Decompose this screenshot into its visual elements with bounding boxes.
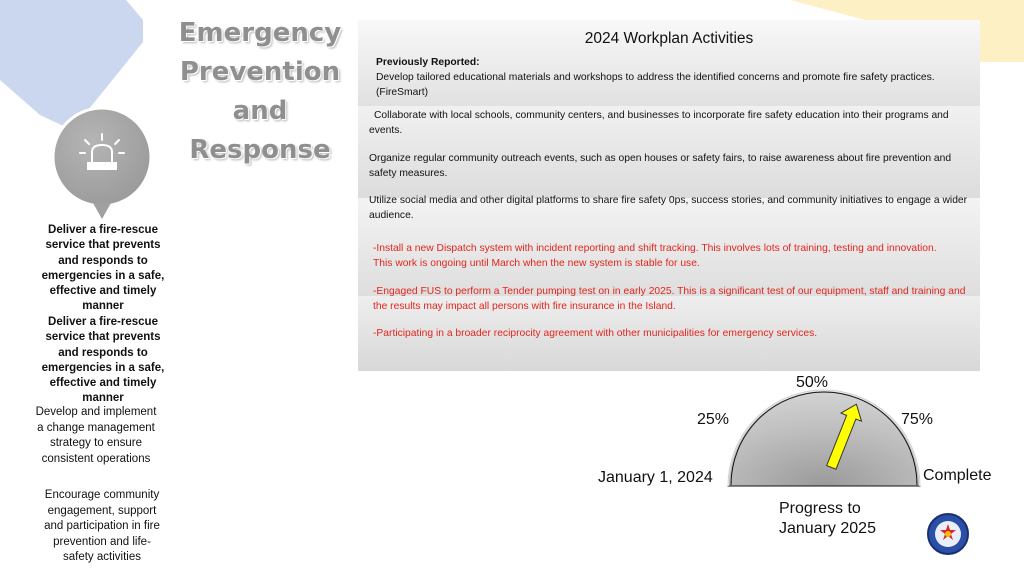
workplan-update: -Install a new Dispatch system with incident reporting and shift tracking. This involves lots of training, testing and innovation. This work is ongoing until March when the new system is stable for use. — [373, 243, 937, 269]
strategic-goal: Deliver a fire-rescue service that prevents and responds to emergencies in a safe, effective and timely manner — [41, 316, 165, 405]
strategic-goal: Encourage community engagement, support and participation in fire prevention and life-safety activities — [44, 489, 160, 563]
gauge-label-75: 75% — [901, 411, 934, 428]
siren-badge — [49, 107, 159, 222]
workplan-item: Develop tailored educational materials and workshops to address the identified concerns and promote fire safety practices. (FireSmart) — [376, 72, 935, 98]
section-title-line: and Response — [189, 96, 331, 165]
gauge-caption-line: Progress to — [779, 500, 861, 517]
section-title-line: Prevention — [179, 57, 341, 87]
fire-department-logo — [926, 512, 970, 556]
workplan-update: -Engaged FUS to perform a Tender pumping test on in early 2025. This is a significant test of our equipment, staff and training and the results may impact all persons with fire insurance in the Island. — [373, 286, 966, 312]
gauge-caption-line: January 2025 — [779, 520, 876, 537]
gauge-label-25: 25% — [697, 411, 730, 428]
section-title-line: Emergency — [178, 18, 342, 48]
workplan-update: -Participating in a broader reciprocity agreement with other municipalities for emergency services. — [373, 328, 818, 339]
progress-gauge — [722, 388, 926, 490]
gauge-label-start: January 1, 2024 — [598, 469, 713, 486]
workplan-item: Collaborate with local schools, community centers, and businesses to incorporate fire safety education into their programs and events. — [369, 110, 949, 136]
workplan-item: Utilize social media and other digital platforms to share fire safety 0ps, success stories, and community initiatives to engage a wider audience. — [369, 195, 968, 221]
workplan-title: 2024 Workplan Activities — [584, 30, 754, 47]
workplan-item: Organize regular community outreach events, such as open houses or safety fairs, to raise awareness about fire prevention and safety measures. — [369, 153, 952, 179]
workplan-panel — [358, 20, 980, 371]
gauge-dial — [728, 390, 920, 486]
gauge-label-end: Complete — [923, 467, 992, 484]
gauge-caption — [779, 499, 876, 539]
section-title — [160, 14, 360, 170]
gauge-label-50: 50% — [796, 374, 829, 391]
previously-reported-label: Previously Reported: — [376, 57, 480, 68]
strategic-goal: Develop and implement a change management strategy to ensure consistent operations — [35, 406, 157, 465]
strategic-goal: Deliver a fire-rescue service that prevents and responds to emergencies in a safe, effective and timely manner — [41, 224, 165, 313]
